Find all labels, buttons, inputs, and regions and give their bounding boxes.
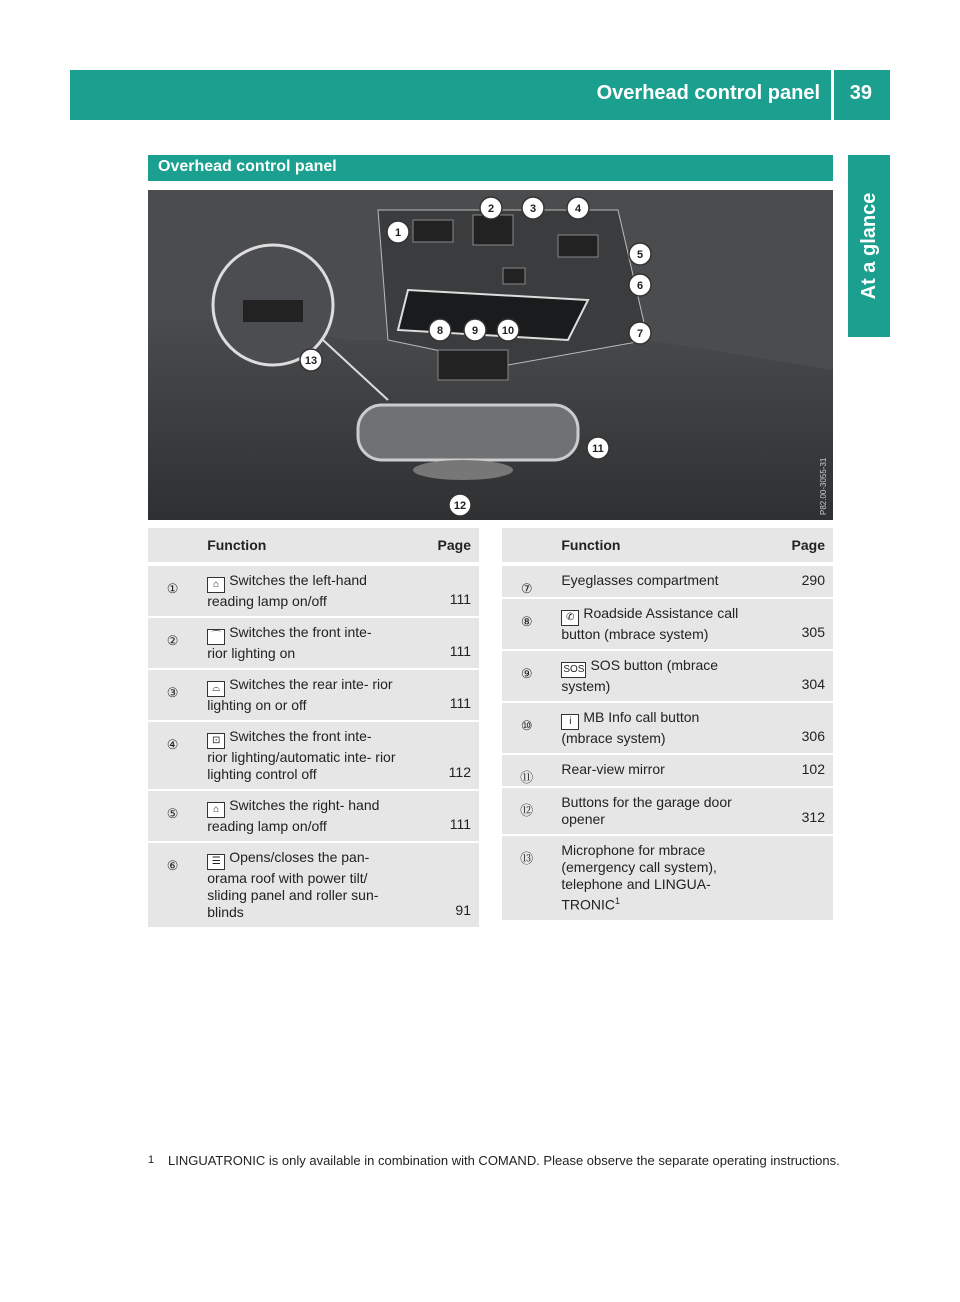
callout-4: 4: [574, 203, 582, 215]
row-number: ⑦: [502, 564, 551, 597]
function-header: Function: [197, 528, 401, 564]
image-code: P82.00-3055-31: [819, 457, 828, 515]
overhead-panel-photo: [148, 190, 833, 520]
table-row: [148, 564, 479, 616]
row-number: ④: [148, 720, 197, 789]
page-header: Page: [402, 528, 479, 564]
table-header-row: [148, 528, 479, 564]
row-function: [197, 668, 401, 720]
callout-11: 11: [592, 443, 604, 455]
row-page: 312: [755, 786, 833, 834]
row-function-text: MB Info call button (mbrace system): [561, 709, 700, 746]
function-header: Function: [551, 528, 755, 564]
row-function: [551, 597, 755, 649]
callout-10: 10: [501, 325, 515, 337]
row-function-text: Switches the front inte- rior lighting/automatic inte- rior lighting control off: [207, 728, 396, 782]
table-row: [148, 841, 479, 927]
num-header: [148, 528, 197, 564]
row-function-text: Switches the front inte- rior lighting on: [207, 624, 372, 661]
callout-9: 9: [471, 325, 479, 337]
footnote: [148, 1152, 848, 1169]
row-function: [197, 841, 401, 927]
panorama-roof-icon: ☰: [207, 854, 225, 870]
callout-13: 13: [304, 355, 318, 367]
row-number: ⑪: [502, 753, 551, 786]
footnote-ref: 1: [615, 896, 621, 906]
row-page: 111: [402, 616, 479, 668]
row-page: 91: [402, 841, 479, 927]
row-page: 304: [755, 649, 833, 701]
callout-8: 8: [436, 325, 444, 337]
row-function: [551, 701, 755, 753]
table-row: [502, 649, 833, 701]
row-number: ⑧: [502, 597, 551, 649]
row-page: 111: [402, 789, 479, 841]
row-number: ⑨: [502, 649, 551, 701]
function-table-right: [502, 528, 833, 920]
row-function: [551, 564, 755, 597]
row-function: [197, 720, 401, 789]
rear-lighting-icon: ⌓: [207, 681, 225, 697]
row-number: ③: [148, 668, 197, 720]
row-function-text: Opens/closes the pan- orama roof with power tilt/ sliding panel and roller sun- blinds: [207, 849, 379, 920]
row-number: ②: [148, 616, 197, 668]
row-function: [551, 649, 755, 701]
table-row: [502, 834, 833, 920]
overhead-panel-illustration: [148, 190, 833, 520]
table-row: [502, 753, 833, 786]
table-row: [148, 720, 479, 789]
sos-icon: SOS: [561, 662, 586, 678]
row-function-text: Roadside Assistance call button (mbrace system): [561, 605, 739, 642]
row-page: 111: [402, 564, 479, 616]
page-header: [70, 70, 890, 120]
callout-3: 3: [529, 203, 537, 215]
front-lighting-icon: ⌒: [207, 629, 225, 645]
row-number: ⑫: [502, 786, 551, 834]
row-page: 111: [402, 668, 479, 720]
row-function-text: Switches the rear inte- rior lighting on or off: [207, 676, 393, 713]
row-number: ⑩: [502, 701, 551, 753]
table-row: [148, 668, 479, 720]
callout-12: 12: [453, 500, 467, 512]
side-tab: [848, 155, 890, 337]
row-function-text: Rear-view mirror: [561, 761, 665, 777]
lamp-icon: ⌂: [207, 577, 225, 593]
side-tab-label: At a glance: [858, 192, 880, 300]
table-row: [148, 789, 479, 841]
callout-1: 1: [394, 227, 402, 239]
num-header: [502, 528, 551, 564]
page-header: Page: [755, 528, 833, 564]
roadside-assistance-icon: ✆: [561, 610, 579, 626]
lamp-icon: ⌂: [207, 802, 225, 818]
section-title: Overhead control panel: [158, 158, 337, 175]
row-number: ⑤: [148, 789, 197, 841]
table-row: [148, 616, 479, 668]
callout-2: 2: [487, 203, 495, 215]
info-call-icon: i: [561, 714, 579, 730]
footnote-mark: 1: [148, 1154, 155, 1166]
row-function-text: Buttons for the garage door opener: [561, 794, 732, 827]
function-table-left: [148, 528, 479, 927]
header-title: Overhead control panel: [596, 82, 820, 104]
row-page: 290: [755, 564, 833, 597]
auto-lighting-off-icon: ⊡: [207, 733, 225, 749]
row-function: [197, 616, 401, 668]
row-function: [551, 786, 755, 834]
row-function: [551, 834, 755, 920]
table-row: [502, 786, 833, 834]
callout-5: 5: [636, 249, 644, 261]
table-row: [502, 701, 833, 753]
row-page: 305: [755, 597, 833, 649]
section-header: [148, 155, 833, 181]
row-function-text: Switches the left-hand reading lamp on/off: [207, 572, 367, 609]
row-number: ⑬: [502, 834, 551, 920]
row-function-text: Switches the right- hand reading lamp on/off: [207, 797, 380, 834]
footnote-text: LINGUATRONIC is only available in combination with COMAND. Please observe the separate operating instructions.: [168, 1153, 840, 1168]
row-function-text: SOS button (mbrace system): [561, 657, 719, 694]
page-number: 39: [849, 82, 872, 104]
row-number: ⑥: [148, 841, 197, 927]
row-page: 306: [755, 701, 833, 753]
row-function: [551, 753, 755, 786]
row-function-text: Microphone for mbrace (emergency call system), telephone and LINGUA- TRONIC: [561, 842, 717, 913]
table-header-row: [502, 528, 833, 564]
table-row: [502, 564, 833, 597]
table-row: [502, 597, 833, 649]
row-function: [197, 564, 401, 616]
callout-7: 7: [636, 328, 644, 340]
row-function: [197, 789, 401, 841]
header-separator: [831, 70, 834, 120]
callout-6: 6: [636, 280, 644, 292]
row-page: 112: [402, 720, 479, 789]
row-page: [755, 834, 833, 920]
row-function-text: Eyeglasses compartment: [561, 572, 719, 588]
row-page: 102: [755, 753, 833, 786]
row-number: ①: [148, 564, 197, 616]
